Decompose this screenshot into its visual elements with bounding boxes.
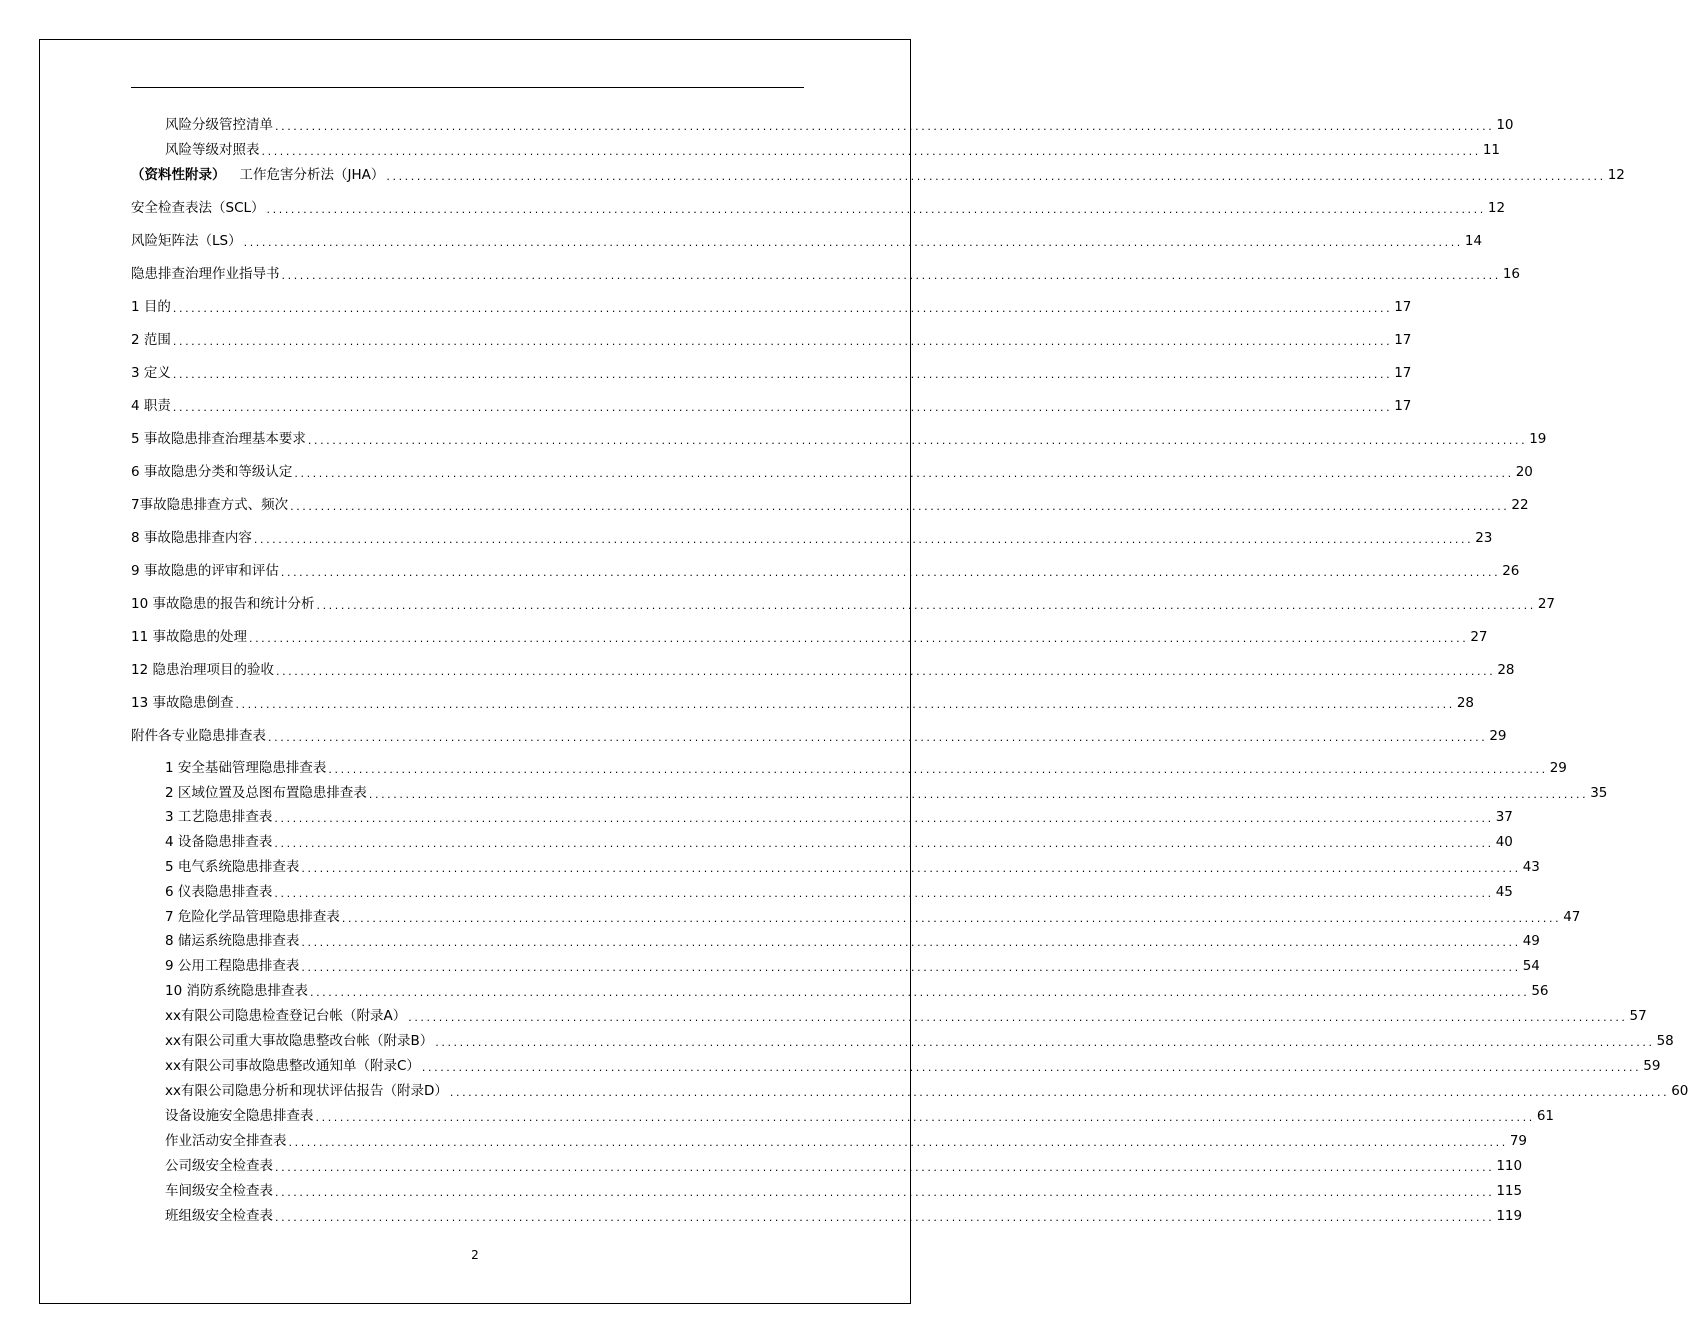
toc-entry-label: 3 定义 [131,365,171,381]
dot-leader: ........................................................................................................................................................................................................ [301,862,1521,875]
toc-entry[interactable] [131,694,1474,712]
dot-leader: ........................................................................................................................................................................................................ [235,698,1455,711]
toc-entry-page: 16 [1502,266,1521,282]
toc-entry-label: 车间级安全检查表 [165,1183,273,1199]
dot-leader: ........................................................................................................................................................................................................ [172,401,1393,414]
toc-entry[interactable] [131,496,1529,514]
dot-leader: ........................................................................................................................................................................................................ [243,236,1463,249]
toc-entry-prefix: （资料性附录） [131,167,226,183]
toc-entry-label: xx有限公司隐患分析和现状评估报告（附录D） [165,1083,448,1099]
toc-entry[interactable] [131,298,1412,316]
toc-entry-label: 设备设施安全隐患排查表 [165,1108,314,1124]
toc-entry-label: 2 范围 [131,332,171,348]
toc-entry[interactable] [165,908,1581,926]
toc-entry-label: xx有限公司隐患检查登记台帐（附录A） [165,1008,407,1024]
toc-entry-page: 57 [1629,1008,1647,1024]
toc-entry-label: 安全检查表法（SCL） [131,200,265,216]
toc-entry-page: 17 [1394,398,1412,414]
toc-entry-page: 37 [1495,809,1513,825]
toc-entry-label: 6 事故隐患分类和等级认定 [131,464,293,480]
dot-leader: ........................................................................................................................................................................................................ [275,1186,1495,1199]
toc-entry-label: 公司级安全检查表 [165,1158,273,1174]
toc-entry-label: 3 工艺隐患排查表 [165,809,273,825]
dot-leader: ........................................................................................................................................................................................................ [274,837,1494,850]
toc-entry-page: 23 [1475,530,1493,546]
dot-leader: ........................................................................................................................................................................................................ [275,1161,1495,1174]
dot-leader: ........................................................................................................................................................................................................ [275,665,1496,678]
toc-entry-label: 风险等级对照表 [165,142,260,158]
toc-entry[interactable] [131,232,1483,250]
toc-entry[interactable] [131,166,1625,184]
dot-leader: ........................................................................................................................................................................................................ [266,203,1486,216]
toc-entry-label: 8 事故隐患排查内容 [131,530,252,546]
dot-leader: ........................................................................................................................................................................................................ [268,731,1488,744]
toc-entry[interactable] [165,883,1513,901]
toc-entry[interactable] [165,784,1608,802]
dot-leader: ........................................................................................................................................................................................................ [281,269,1501,282]
toc-entry-label: 12 隐患治理项目的验收 [131,662,274,678]
toc-entry-label: 1 目的 [131,299,171,315]
toc-entry[interactable] [131,661,1515,679]
toc-entry-label: 7 危险化学品管理隐患排查表 [165,909,340,925]
toc-entry[interactable] [165,858,1540,876]
dot-leader: ........................................................................................................................................................................................................ [172,368,1393,381]
toc-entry[interactable] [131,397,1412,415]
toc-entry-page: 12 [1607,167,1625,183]
toc-entry[interactable] [165,833,1513,851]
toc-entry[interactable] [165,1107,1555,1125]
toc-entry-label: 9 事故隐患的评审和评估 [131,563,279,579]
toc-entry-page: 119 [1496,1208,1523,1224]
toc-entry[interactable] [131,265,1521,283]
dot-leader: ........................................................................................................................................................................................................ [386,170,1606,183]
dot-leader: ........................................................................................................................................................................................................ [280,566,1501,579]
toc-entry-label: 7事故隐患排查方式、频次 [131,497,289,513]
toc-entry-label: 6 仪表隐患排查表 [165,884,273,900]
toc-entry-page: 28 [1497,662,1515,678]
dot-leader: ........................................................................................................................................................................................................ [421,1061,1642,1074]
toc-entry-label: 4 职责 [131,398,171,414]
toc-entry-page: 56 [1531,983,1549,999]
dot-leader: ........................................................................................................................................................................................................ [316,599,1536,612]
dot-leader: ........................................................................................................................................................................................................ [301,961,1521,974]
toc-entry-page: 11 [1482,142,1501,158]
dot-leader: ........................................................................................................................................................................................................ [288,1136,1508,1149]
dot-leader: ........................................................................................................................................................................................................ [449,1086,1670,1099]
toc-entry-label: 4 设备隐患排查表 [165,834,273,850]
dot-leader: ........................................................................................................................................................................................................ [315,1111,1535,1124]
toc-entry-page: 47 [1563,909,1581,925]
toc-entry[interactable] [165,1132,1528,1150]
toc-entry-page: 27 [1537,596,1555,612]
toc-entry[interactable] [165,141,1501,159]
toc-entry[interactable] [165,957,1540,975]
dot-leader: ........................................................................................................................................................................................................ [248,632,1469,645]
dot-leader: ........................................................................................................................................................................................................ [309,986,1530,999]
toc-entry-label: 13 事故隐患倒查 [131,695,234,711]
toc-entry-page: 17 [1394,365,1412,381]
toc-entry-page: 61 [1536,1108,1555,1124]
toc-entry-page: 10 [1496,117,1514,133]
toc-entry-label: 班组级安全检查表 [165,1208,273,1224]
toc-entry[interactable] [131,562,1520,580]
toc-entry-page: 28 [1456,695,1474,711]
dot-leader: ........................................................................................................................................................................................................ [328,763,1548,776]
toc-entry-label: xx有限公司重大事故隐患整改台帐（附录B） [165,1033,434,1049]
dot-leader: ........................................................................................................................................................................................................ [274,887,1494,900]
toc-entry[interactable] [165,982,1549,1000]
toc-entry-page: 115 [1496,1183,1523,1199]
toc-entry-page: 20 [1515,464,1533,480]
toc-entry-page: 59 [1643,1058,1661,1074]
dot-leader: ........................................................................................................................................................................................................ [301,936,1521,949]
toc-entry[interactable] [165,1157,1523,1175]
dot-leader: ........................................................................................................................................................................................................ [172,302,1393,315]
toc-entry-label: xx有限公司事故隐患整改通知单（附录C） [165,1058,420,1074]
toc-entry[interactable] [131,595,1555,613]
toc-entry-page: 110 [1496,1158,1523,1174]
toc-entry-label: 1 安全基础管理隐患排查表 [165,760,327,776]
toc-entry-page: 79 [1509,1133,1528,1149]
dot-leader: ........................................................................................................................................................................................................ [341,912,1562,925]
dot-leader: ........................................................................................................................................................................................................ [274,812,1494,825]
toc-entry-page: 40 [1495,834,1513,850]
toc-entry[interactable] [165,116,1514,134]
toc-entry[interactable] [131,364,1412,382]
dot-leader: ........................................................................................................................................................................................................ [290,500,1510,513]
toc-entry[interactable] [131,463,1533,481]
toc-entry-label: 工作危害分析法（JHA） [239,167,385,183]
toc-entry[interactable] [131,628,1488,646]
toc-entry-page: 29 [1489,728,1507,744]
toc-entry-page: 12 [1487,200,1506,216]
toc-entry-label: 隐患排查治理作业指导书 [131,266,280,282]
toc-entry-page: 26 [1502,563,1520,579]
toc-entry[interactable] [131,199,1506,217]
dot-leader: ........................................................................................................................................................................................................ [261,145,1481,158]
toc-entry-label: 10 事故隐患的报告和统计分析 [131,596,315,612]
toc-entry-page: 17 [1394,332,1412,348]
toc-entry-label: 5 电气系统隐患排查表 [165,859,300,875]
page-number: 2 [471,1248,479,1262]
dot-leader: ........................................................................................................................................................................................................ [408,1011,1628,1024]
toc-entry[interactable] [131,331,1412,349]
toc-entry[interactable] [165,1182,1523,1200]
toc-entry-label: 5 事故隐患排查治理基本要求 [131,431,306,447]
dot-leader: ........................................................................................................................................................................................................ [253,533,1474,546]
toc-entry-label: 9 公用工程隐患排查表 [165,958,300,974]
toc-entry-page: 29 [1549,760,1567,776]
toc-entry-page: 17 [1394,299,1412,315]
toc-entry-page: 60 [1671,1083,1688,1099]
toc-entry-page: 58 [1656,1033,1674,1049]
toc-entry[interactable] [165,1007,1647,1025]
toc-entry[interactable] [131,430,1547,448]
toc-entry-page: 27 [1470,629,1488,645]
toc-entry[interactable] [131,529,1493,547]
toc-entry-page: 19 [1529,431,1547,447]
toc-entry[interactable] [165,1032,1674,1050]
dot-leader: ........................................................................................................................................................................................................ [172,335,1393,348]
toc-entry-label: 2 区域位置及总图布置隐患排查表 [165,785,367,801]
toc-entry-page: 54 [1522,958,1540,974]
dot-leader: ........................................................................................................................................................................................................ [275,1211,1495,1224]
dot-leader: ........................................................................................................................................................................................................ [435,1036,1655,1049]
toc-entry-label: 8 储运系统隐患排查表 [165,933,300,949]
toc-entry-page: 49 [1522,933,1540,949]
toc-entry-label: 作业活动安全排查表 [165,1133,287,1149]
toc-entry-page: 22 [1511,497,1529,513]
toc-entry[interactable] [165,1082,1688,1100]
toc-entry-page: 14 [1464,233,1483,249]
toc-entry-label: 10 消防系统隐患排查表 [165,983,308,999]
dot-leader: ........................................................................................................................................................................................................ [368,788,1589,801]
toc-entry-label: 11 事故隐患的处理 [131,629,247,645]
toc-entry-label: 风险矩阵法（LS） [131,233,242,249]
toc-entry[interactable] [165,759,1567,777]
toc-entry-page: 35 [1590,785,1608,801]
dot-leader: ........................................................................................................................................................................................................ [275,120,1495,133]
toc-entry[interactable] [165,808,1513,826]
toc-entry[interactable] [131,727,1507,745]
dot-leader: ........................................................................................................................................................................................................ [307,434,1528,447]
toc-entry[interactable] [165,1057,1661,1075]
toc-entry-label: 风险分级管控清单 [165,117,273,133]
toc-entry[interactable] [165,1207,1523,1225]
toc-entry-label: 附件各专业隐患排查表 [131,728,266,744]
dot-leader: ........................................................................................................................................................................................................ [294,467,1514,480]
toc-entry[interactable] [165,932,1540,950]
toc-entry-page: 43 [1522,859,1540,875]
toc-entry-page: 45 [1495,884,1513,900]
